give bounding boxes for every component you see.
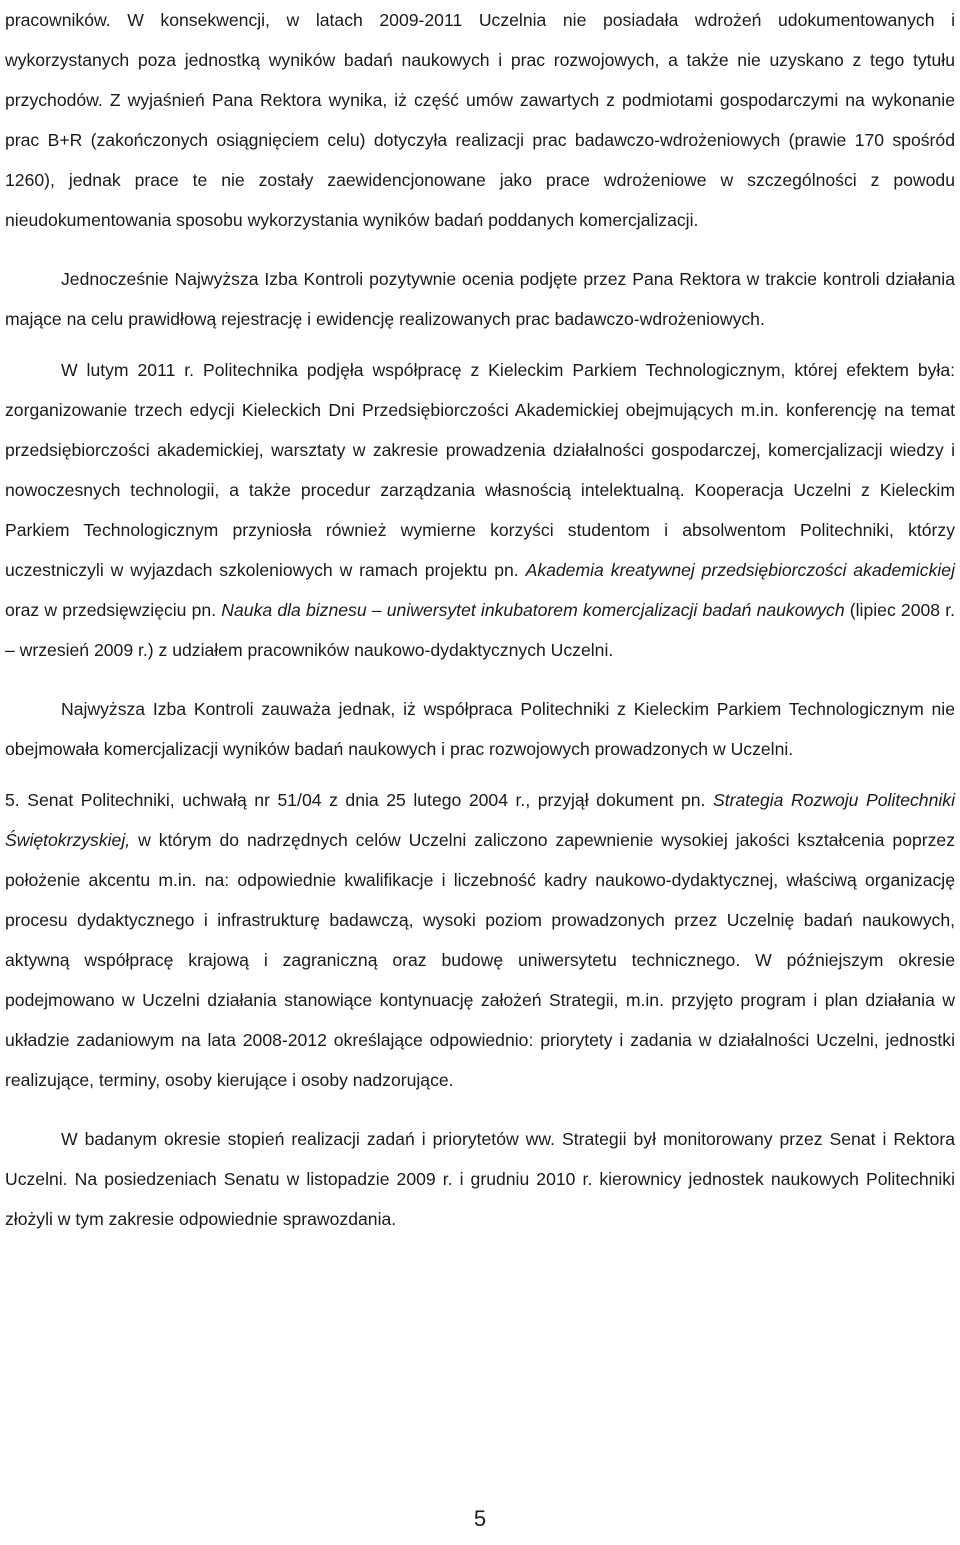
paragraph-text: 5. Senat Politechniki, uchwałą nr 51/04 z dnia 25 lutego 2004 r., przyjął dokument pn. bbox=[5, 790, 713, 810]
page-number: 5 bbox=[473, 1506, 487, 1531]
paragraph-1 bbox=[5, 0, 955, 240]
paragraph-4 bbox=[5, 689, 955, 769]
italic-title: Akademia kreatywnej przedsiębiorczości akademickiej bbox=[525, 560, 955, 580]
document-page bbox=[5, 0, 955, 1239]
italic-title: Strategia Rozwoju Politechniki Świętokrzyskiej, bbox=[5, 790, 955, 850]
paragraph-2 bbox=[5, 259, 955, 339]
paragraph-text: Najwyższa Izba Kontroli zauważa jednak, iż współpraca Politechniki z Kieleckim Parkiem Technologicznym nie obejmowała komercjalizacji wyników badań naukowych i prac rozwojowych prowadzonych w Uczelni. bbox=[5, 699, 955, 759]
paragraph-text: (lipiec 2008 r. – wrzesień 2009 r.) z udziałem pracowników naukowo-dydaktycznych Uczelni. bbox=[5, 600, 956, 660]
paragraph-5 bbox=[5, 780, 955, 1100]
paragraph-6 bbox=[5, 1119, 955, 1239]
paragraph-text: W badanym okresie stopień realizacji zadań i priorytetów ww. Strategii był monitorowany przez Senat i Rektora Uczelni. Na posiedzeniach Senatu w listopadzie 2009 r. i grudniu 2010 r. kierownicy jednostek naukowych Politechniki złożyli w tym zakresie odpowiednie sprawozdania. bbox=[5, 1129, 955, 1229]
paragraph-text: Jednocześnie Najwyższa Izba Kontroli pozytywnie ocenia podjęte przez Pana Rektora w trakcie kontroli działania mające na celu prawidłową rejestrację i ewidencję realizowanych prac badawczo-wdrożeniowych. bbox=[5, 269, 955, 329]
paragraph-text: W lutym 2011 r. Politechnika podjęła współpracę z Kieleckim Parkiem Technologicznym, której efektem była: zorganizowanie trzech edycji Kieleckich Dni Przedsiębiorczości Akademickiej obejmujących m.in. konferencję na temat przedsiębiorczości akademickiej, warsztaty w zakresie prowadzenia działalności gospodarczej, komercjalizacji wiedzy i nowoczesnych technologii, a także procedur zarządzania własnością intelektualną. Kooperacja Uczelni z Kieleckim Parkiem Technologicznym przyniosła również wymierne korzyści studentom i absolwentom Politechniki, którzy uczestniczyli w wyjazdach szkoleniowych w ramach projektu pn. bbox=[5, 360, 955, 580]
italic-title: Nauka dla biznesu – uniwersytet inkubatorem komercjalizacji badań naukowych bbox=[221, 600, 845, 620]
paragraph-text: w którym do nadrzędnych celów Uczelni zaliczono zapewnienie wysokiej jakości kształcenia poprzez położenie akcentu m.in. na: odpowiednie kwalifikacje i liczebność kadry naukowo-dydaktycznej, właściwą organizację procesu dydaktycznego i infrastrukturę badawczą, wysoki poziom prowadzonych przez Uczelnię badań naukowych, aktywną współpracę krajową i zagraniczną oraz budowę uniwersytetu technicznego. W późniejszym okresie podejmowano w Uczelni działania stanowiące kontynuację założeń Strategii, m.in. przyjęto program i plan działania w układzie zadaniowym na lata 2008-2012 określające odpowiednio: priorytety i zadania w działalności Uczelni, jednostki realizujące, terminy, osoby kierujące i osoby nadzorujące. bbox=[5, 830, 955, 1090]
paragraph-3 bbox=[5, 350, 955, 670]
paragraph-text: oraz w przedsięwzięciu pn. bbox=[5, 600, 222, 620]
paragraph-text: pracowników. W konsekwencji, w latach 2009-2011 Uczelnia nie posiadała wdrożeń udokumentowanych i wykorzystanych poza jednostką wyników badań naukowych i prac rozwojowych, a także nie uzyskano z tego tytułu przychodów. Z wyjaśnień Pana Rektora wynika, iż część umów zawartych z podmiotami gospodarczymi na wykonanie prac B+R (zakończonych osiągnięciem celu) dotyczyła realizacji prac badawczo-wdrożeniowych (prawie 170 spośród 1260), jednak prace te nie zostały zaewidencjonowane jako prace wdrożeniowe w szczególności z powodu nieudokumentowania sposobu wykorzystania wyników badań poddanych komercjalizacji. bbox=[5, 10, 955, 230]
